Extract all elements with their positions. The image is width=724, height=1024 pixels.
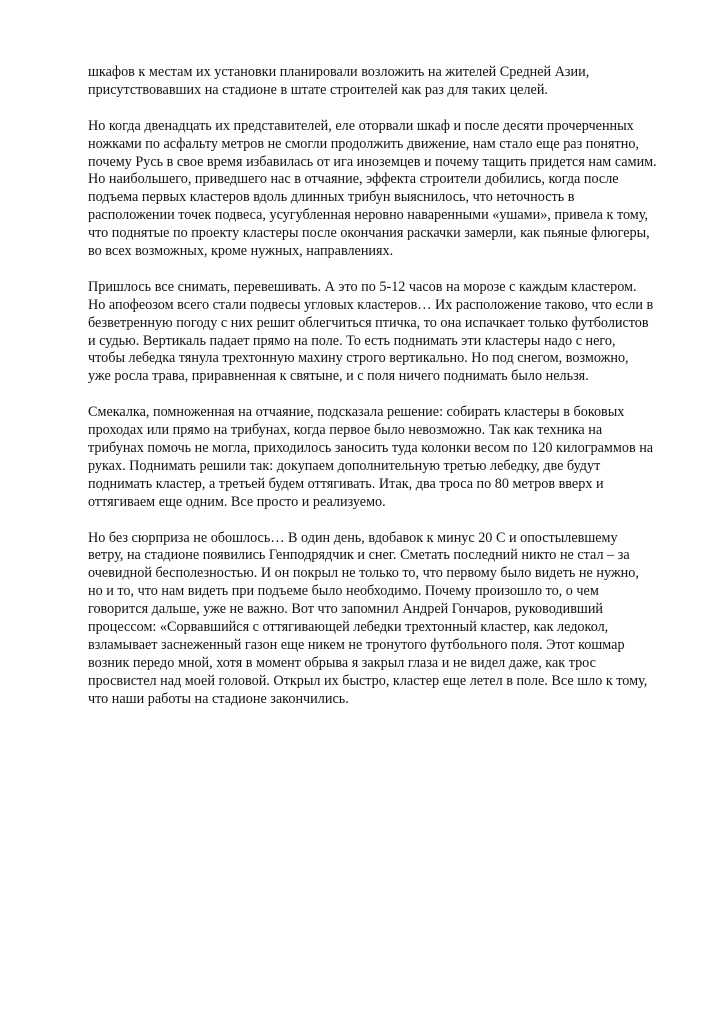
text-line: но и то, что нам видеть при подъеме было необходимо. Почему произошло то, о чем — [88, 583, 599, 600]
text-line: Пришлось все снимать, перевешивать. А это по 5-12 часов на морозе с каждым кластером. — [88, 278, 637, 295]
text-line: очевидной бесполезностью. И он покрыл не только то, что первому было видеть не нужно, — [88, 565, 639, 582]
text-line: присутствовавших на стадионе в штате строителей как раз для таких целей. — [88, 81, 548, 98]
text-line: оттягиваем еще одним. Все просто и реализуемо. — [88, 493, 386, 510]
text-line: почему Русь в свое время избавилась от ига иноземцев и почему тащить придется нам самим. — [88, 153, 657, 170]
paragraph — [88, 530, 688, 709]
text-line: подъема первых кластеров вдоль длинных трибун выяснилось, что неточность в — [88, 189, 575, 206]
text-line: безветренную погоду с них решит облегчиться птичка, то она испачкает только футболистов — [88, 314, 649, 331]
text-line: Но без сюрприза не обошлось… В один день, вдобавок к минус 20 С и опостылевшему — [88, 529, 618, 546]
text-line: что поднятые по проекту кластеры после окончания раскачки замерли, как пьяные флюгеры, — [88, 225, 650, 242]
text-line: процессом: «Сорвавшийся с оттягивающей лебедки трехтонный кластер, как ледокол, — [88, 619, 609, 636]
text-line: что наши работы на стадионе закончились. — [88, 690, 349, 707]
text-line: Смекалка, помноженная на отчаяние, подсказала решение: собирать кластеры в боковых — [88, 404, 625, 421]
text-line: руках. Поднимать решили так: докупаем дополнительную третью лебедку, две будут — [88, 457, 601, 474]
text-line: просвистел над моей головой. Открыл их быстро, кластер еще летел в поле. Все шло к тому, — [88, 672, 648, 689]
text-line: проходах или прямо на трибунах, когда первое было невозможно. Так как техника на — [88, 422, 603, 439]
text-line: поднимать кластер, а третьей будем оттягивать. Итак, два троса по 80 метров вверх и — [88, 475, 604, 492]
paragraph — [88, 64, 688, 100]
text-line: трибунах помочь не могла, приходилось заносить туда колонки весом по 120 килограммов на — [88, 439, 654, 456]
text-line: ножками по асфальту метров не смогли продолжить движение, нам стало еще раз понятно, — [88, 135, 639, 152]
text-line: говорится дальше, уже не важно. Вот что запомнил Андрей Гончаров, руководивший — [88, 601, 604, 618]
paragraph — [88, 118, 688, 261]
text-line: уже росла трава, приравненная к святыне, и с поля ничего поднимать было нельзя. — [88, 368, 589, 385]
paragraph — [88, 404, 688, 511]
document-body — [88, 64, 688, 726]
text-line: Но когда двенадцать их представителей, еле оторвали шкаф и после десяти прочерченных — [88, 117, 634, 134]
text-line: чтобы лебедка тянула трехтонную махину строго вертикально. Но под снегом, возможно, — [88, 350, 629, 367]
text-line: ветру, на стадионе появились Генподрядчик и снег. Сметать последний никто не стал – за — [88, 547, 630, 564]
text-line: Но апофеозом всего стали подвесы угловых кластеров… Их расположение таково, что если в — [88, 296, 654, 313]
paragraph — [88, 279, 688, 386]
text-line: Но наибольшего, приведшего нас в отчаяние, эффекта строители добились, когда после — [88, 171, 619, 188]
text-line: шкафов к местам их установки планировали возложить на жителей Средней Азии, — [88, 64, 590, 80]
text-line: и судью. Вертикаль падает прямо на поле. То есть поднимать эти кластеры надо с него, — [88, 332, 616, 349]
text-line: во всех возможных, кроме нужных, направлениях. — [88, 243, 394, 260]
text-line: взламывает заснеженный газон еще никем не тронутого футбольного поля. Этот кошмар — [88, 636, 625, 653]
text-line: расположении точек подвеса, усугубленная неровно наваренными «ушами», привела к тому, — [88, 207, 648, 224]
text-line: возник передо мной, хотя в момент обрыва я закрыл глаза и не видел даже, как трос — [88, 654, 596, 671]
